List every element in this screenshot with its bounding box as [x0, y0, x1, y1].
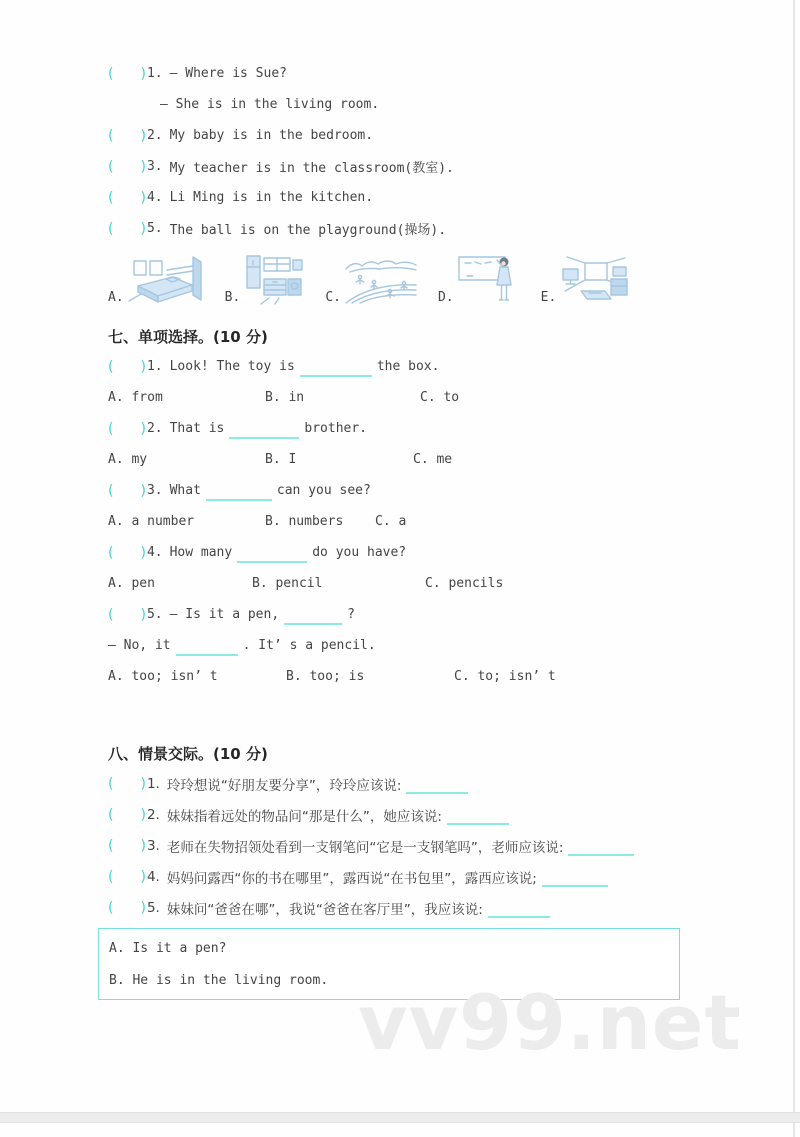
question-text: Look! The toy is — [169, 359, 295, 374]
question-text: do you have? — [312, 545, 407, 560]
listening-item-5 — [108, 213, 708, 244]
exam-page-content — [108, 58, 708, 1000]
bracket-open: ( — [108, 220, 114, 237]
item-text: — She is in the living room. — [160, 97, 380, 112]
item-text: My baby is in the bedroom. — [169, 128, 374, 143]
bracket-close: ) — [140, 806, 146, 823]
bracket-close: ) — [140, 606, 146, 623]
s8-question-3 — [108, 830, 708, 861]
item-text: The ball is on the playground(操场). — [169, 223, 447, 238]
option-a: A. my — [108, 452, 148, 467]
bracket-close: ) — [140, 65, 146, 82]
question-number: 1. — [146, 775, 160, 792]
answer-blank — [568, 846, 634, 856]
question-text: the box. — [376, 359, 440, 374]
s7-options-3 — [108, 506, 708, 537]
bracket-open: ( — [108, 358, 114, 375]
bracket-close: ) — [140, 158, 146, 175]
option-c: C. a — [375, 514, 407, 529]
option-c: C. to; isn’ t — [454, 669, 556, 684]
picture-label: A. — [108, 290, 124, 305]
question-text: — Is it a pen, — [169, 607, 280, 622]
s7-options-5 — [108, 661, 708, 692]
bracket-close: ) — [140, 868, 146, 885]
listening-item-4 — [108, 182, 708, 213]
item-number: 5. — [146, 221, 163, 236]
option-b: B. I — [265, 452, 297, 467]
section-7-heading: 七、单项选择。(10 分) — [108, 327, 268, 346]
bracket-open: ( — [108, 189, 114, 206]
bracket-close: ) — [140, 837, 146, 854]
bracket-open: ( — [108, 158, 114, 175]
picture-option-c — [325, 255, 418, 305]
bracket-open: ( — [108, 127, 114, 144]
s8-question-1 — [108, 768, 708, 799]
s7-options-4 — [108, 568, 708, 599]
classroom-icon — [457, 251, 521, 305]
item-number: 4. — [146, 190, 163, 205]
question-text: 老师在失物招领处看到一支钢笔问“它是一支钢笔吗”，老师应该说: — [166, 839, 564, 856]
option-text: B. He is in the living room. — [109, 972, 329, 988]
question-number: 1. — [146, 359, 163, 374]
bracket-close: ) — [140, 899, 146, 916]
picture-option-a — [108, 255, 205, 305]
watermark: vv99.net — [358, 978, 742, 1067]
answer-blank — [206, 491, 272, 501]
item-text: Li Ming is in the kitchen. — [169, 190, 374, 205]
picture-option-d — [438, 251, 521, 305]
answer-blank — [488, 908, 550, 918]
question-text: What — [169, 483, 201, 498]
bracket-open: ( — [108, 65, 114, 82]
question-number: 4. — [146, 545, 163, 560]
s7-question-3 — [108, 475, 708, 506]
bracket-close: ) — [140, 189, 146, 206]
option-b: B. in — [265, 390, 305, 405]
question-text: How many — [169, 545, 233, 560]
bracket-close: ) — [140, 220, 146, 237]
picture-options-row — [108, 249, 708, 305]
option-a: A. from — [108, 390, 163, 405]
question-number: 5. — [146, 899, 160, 916]
option-a: A. pen — [108, 576, 155, 591]
bracket-open: ( — [108, 775, 114, 792]
listening-item-1 — [108, 58, 708, 89]
answer-blank — [237, 553, 307, 563]
listening-item-1-reply — [108, 89, 708, 120]
question-text: brother. — [304, 421, 368, 436]
option-a: A. a number — [108, 514, 195, 529]
option-b: B. too; is — [286, 669, 365, 684]
bracket-open: ( — [108, 482, 114, 499]
bracket-open: ( — [108, 806, 114, 823]
bracket-open: ( — [108, 868, 114, 885]
s8-question-2 — [108, 799, 708, 830]
kitchen-icon — [243, 253, 305, 305]
bedroom-icon — [127, 255, 205, 305]
page-separator-band — [0, 1112, 800, 1123]
item-text: — Where is Sue? — [169, 66, 287, 81]
answer-blank — [284, 615, 342, 625]
bracket-close: ) — [140, 127, 146, 144]
question-text: can you see? — [276, 483, 371, 498]
answer-blank — [447, 815, 509, 825]
answer-blank — [176, 646, 238, 656]
option-text: A. Is it a pen? — [109, 940, 227, 956]
picture-label: C. — [325, 290, 341, 305]
s8-question-4 — [108, 861, 708, 892]
question-number: 3. — [146, 483, 163, 498]
option-c: C. me — [413, 452, 453, 467]
answer-blank — [406, 784, 468, 794]
bracket-close: ) — [140, 482, 146, 499]
picture-label: D. — [437, 290, 454, 305]
question-number: 4. — [146, 868, 160, 885]
question-text: 妈妈问露西“你的书在哪里”，露西说“在书包里”，露西应该说; — [166, 870, 537, 887]
picture-label: E. — [540, 290, 557, 305]
question-text: 妹妹问“爸爸在哪”，我说“爸爸在客厅里”，我应该说: — [166, 901, 483, 918]
living-room-icon — [559, 255, 631, 305]
question-number: 2. — [146, 806, 160, 823]
playground-icon — [344, 255, 418, 305]
bracket-close: ) — [140, 358, 146, 375]
bracket-open: ( — [108, 837, 114, 854]
question-text: 玲玲想说“好朋友要分享”，玲玲应该说: — [166, 777, 402, 794]
answer-blank — [229, 429, 299, 439]
item-number: 3. — [146, 159, 163, 174]
bracket-close: ) — [140, 420, 146, 437]
answer-blank — [542, 877, 608, 887]
picture-option-e — [541, 255, 632, 305]
option-c: C. to — [420, 390, 460, 405]
question-text: — No, it — [108, 638, 171, 653]
item-number: 2. — [146, 128, 163, 143]
listening-item-3 — [108, 151, 708, 182]
question-text: 妹妹指着远处的物品问“那是什么”，她应该说: — [166, 808, 442, 825]
s7-question-2 — [108, 413, 708, 444]
item-text: My teacher is in the classroom(教室). — [169, 161, 454, 176]
s7-question-5 — [108, 599, 708, 630]
bracket-open: ( — [108, 544, 114, 561]
picture-option-b — [225, 253, 306, 305]
item-number: 1. — [146, 66, 163, 81]
question-text: . It’ s a pencil. — [242, 638, 376, 653]
bracket-close: ) — [140, 544, 146, 561]
s7-options-1 — [108, 382, 708, 413]
page-edge-line — [793, 0, 795, 1137]
answer-blank — [300, 367, 372, 377]
bracket-open: ( — [108, 606, 114, 623]
s7-question-5-reply — [108, 630, 708, 661]
s7-question-4 — [108, 537, 708, 568]
question-number: 3. — [146, 837, 160, 854]
option-a: A. too; isn’ t — [108, 669, 218, 684]
s8-question-5 — [108, 892, 708, 923]
question-number: 2. — [146, 421, 163, 436]
question-number: 5. — [146, 607, 163, 622]
option-b: B. pencil — [252, 576, 323, 591]
bracket-open: ( — [108, 899, 114, 916]
option-b: B. numbers — [265, 514, 344, 529]
question-text: That is — [169, 421, 225, 436]
section-8-heading: 八、情景交际。(10 分) — [108, 744, 268, 763]
s7-question-1 — [108, 351, 708, 382]
option-c: C. pencils — [425, 576, 504, 591]
s7-options-2 — [108, 444, 708, 475]
listening-item-2 — [108, 120, 708, 151]
picture-label: B. — [224, 290, 241, 305]
bracket-close: ) — [140, 775, 146, 792]
question-text: ? — [347, 607, 355, 622]
box-option-a — [109, 932, 679, 964]
bracket-open: ( — [108, 420, 114, 437]
